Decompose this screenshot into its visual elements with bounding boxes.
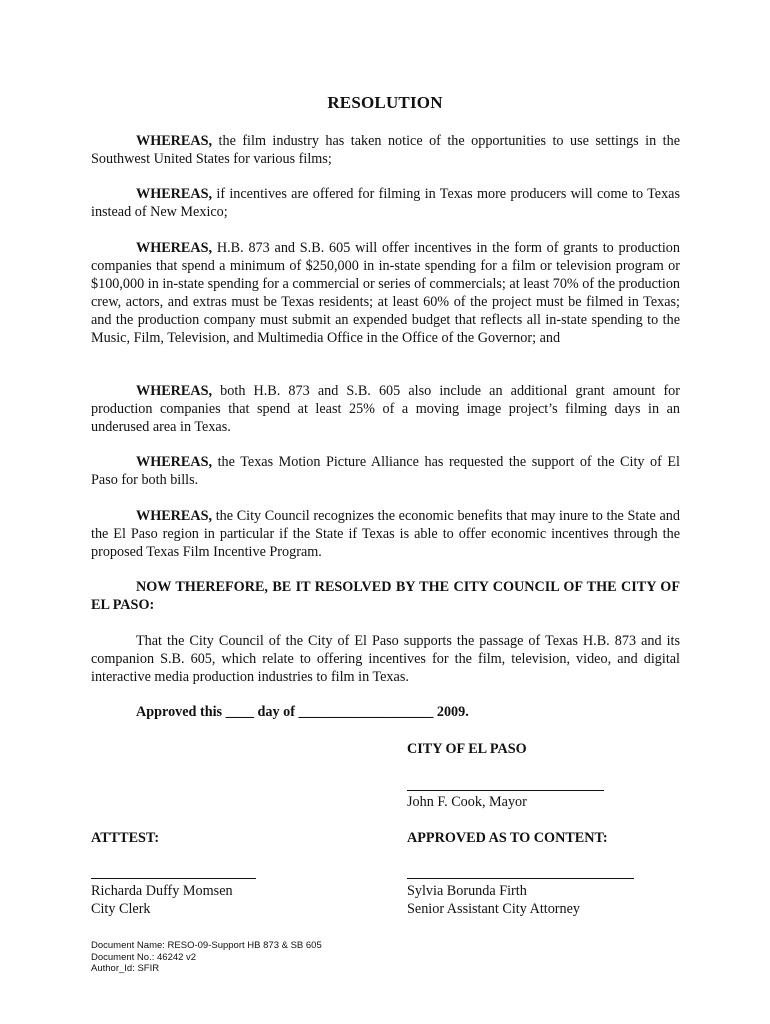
city-heading: CITY OF EL PASO (407, 741, 527, 757)
clerk-signature-line (91, 878, 256, 879)
whereas-paragraph-3 (91, 239, 680, 347)
attorney-title: Senior Assistant City Attorney (407, 901, 581, 917)
resolution-body: That the City Council of the City of El Paso supports the passage of Texas H.B. 873 and its companion S.B. 605, which relate to offering incentives for the film, television, video, and digital interactive media production industries to film in Texas. (91, 633, 680, 685)
whereas-paragraph-5 (91, 453, 680, 489)
whereas-text: H.B. 873 and S.B. 605 will offer incentives in the form of grants to production companies that spend a minimum of $250,000 in in-state spending for a film or television program or $100,000 in in-state spending for a commercial or series of commercials; at least 70% of the production crew, actors, and extras must be Texas residents; at least 60% of the project must be filmed in Texas; and the production company must submit an expended budget that reflects all in-state spending to the Music, Film, Television, and Multimedia Office in the Office of the Governor; and (91, 240, 681, 346)
attorney-signature-line (407, 878, 634, 879)
document-footer (91, 940, 322, 975)
whereas-lead: WHEREAS, (136, 508, 213, 524)
approval-date-line: Approved this ____ day of ___________________ 2009. (136, 704, 469, 720)
footer-doc-name: Document Name: RESO-09-Support HB 873 & SB 605 (91, 940, 322, 951)
whereas-paragraph-2 (91, 185, 680, 221)
whereas-text: the film industry has taken notice of the opportunities to use settings in the Southwest United States for various films; (91, 133, 680, 167)
footer-doc-number: Document No.: 46242 v2 (91, 951, 197, 963)
whereas-paragraph-1 (91, 132, 680, 168)
document-title: RESOLUTION (327, 93, 443, 112)
resolved-clause: NOW THEREFORE, BE IT RESOLVED BY THE CITY COUNCIL OF THE CITY OF EL PASO: (91, 579, 680, 613)
whereas-lead: WHEREAS, (136, 133, 213, 149)
mayor-name: John F. Cook, Mayor (407, 794, 527, 810)
whereas-text: if incentives are offered for filming in Texas more producers will come to Texas instead of New Mexico; (91, 186, 680, 220)
whereas-text: the City Council recognizes the economic benefits that may inure to the State and the El Paso region in particular if the State if Texas is able to offer economic incentives through the proposed Texas Film Incentive Program. (91, 508, 680, 560)
whereas-paragraph-4 (91, 382, 680, 436)
approved-heading: APPROVED AS TO CONTENT: (407, 830, 608, 846)
whereas-text: both H.B. 873 and S.B. 605 also include an additional grant amount for production companies that spend at least 25% of a moving image project’s filming days in an underused area in Texas. (91, 383, 680, 435)
whereas-lead: WHEREAS, (136, 240, 213, 256)
footer-author: Author_Id: SFIR (91, 963, 160, 974)
whereas-lead: WHEREAS, (136, 186, 213, 202)
attest-heading: ATTTEST: (91, 830, 160, 846)
clerk-title: City Clerk (91, 901, 151, 917)
attorney-name: Sylvia Borunda Firth (407, 883, 527, 899)
whereas-lead: WHEREAS, (136, 454, 213, 470)
clerk-name: Richarda Duffy Momsen (91, 883, 233, 899)
whereas-text: the Texas Motion Picture Alliance has requested the support of the City of El Paso for both bills. (91, 454, 680, 488)
mayor-signature-line (407, 790, 604, 791)
whereas-lead: WHEREAS, (136, 383, 213, 399)
whereas-paragraph-6 (91, 507, 680, 561)
